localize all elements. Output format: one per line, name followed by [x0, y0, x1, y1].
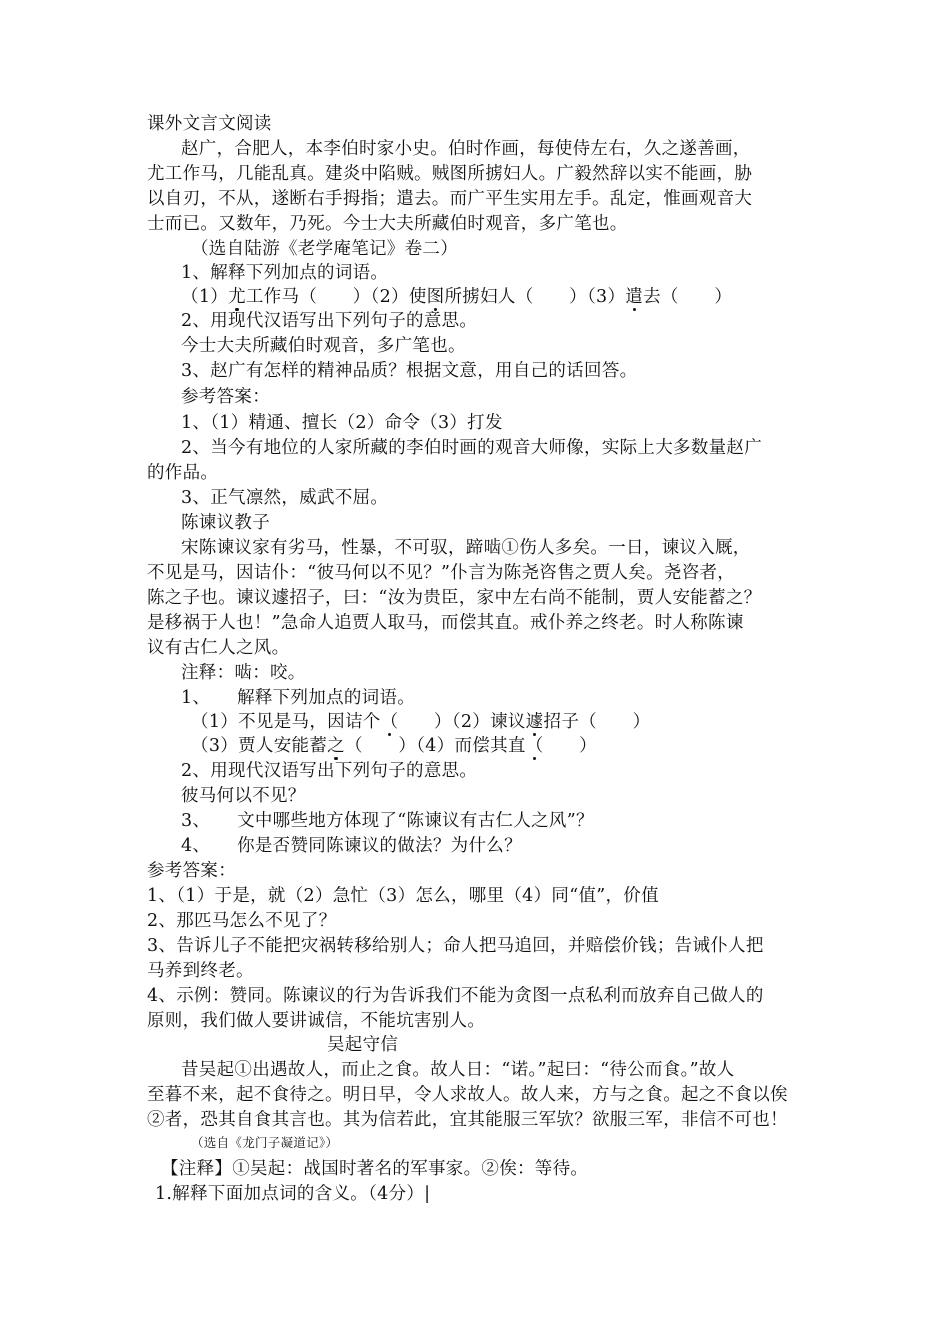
emphasis-char: （ [525, 736, 544, 756]
emphasis-char: 图 [426, 287, 445, 307]
text-line: 议有古仁人之风。 [147, 638, 290, 658]
text-line: 注释：啮：咬。 [181, 663, 306, 683]
text-line: 陈谏议教子 [181, 513, 270, 533]
emphasis-char: （ [380, 712, 399, 732]
text-line: 的作品。 [147, 463, 219, 483]
text-line: 吴起守信 [327, 1035, 399, 1055]
text-line: 1、（1）于是，就（2）急忙（3）怎么，哪里（4）同“值”，价值 [147, 886, 659, 906]
text-line: 课外文言文阅读 [147, 114, 272, 134]
text-line: 1、 解释下列加点的词语。 [181, 688, 416, 708]
text-line: 2、那匹马怎么不见了？ [147, 911, 337, 931]
emphasis-char: 遣 [625, 287, 644, 307]
text-line: 4、 你是否赞同陈谏议的做法？为什么？ [181, 836, 522, 856]
text-line: （1）不见是马，因诘个（ ）（2）谏议遽招子（ ） [191, 712, 651, 732]
text-line: 原则，我们做人要讲诚信，不能坑害别人。 [147, 1011, 486, 1031]
text-line: 3、告诉儿子不能把灾祸转移给别人；命人把马追回，并赔偿价钱；告诫仆人把 [147, 936, 764, 956]
emphasis-char: 尤 [228, 287, 246, 307]
text-line: 不见是马，因诘仆：“彼马何以不见？”仆言为陈尧咨售之贾人矣。尧咨者， [147, 563, 736, 583]
text-line: 是移祸于人也！”急命人追贾人取马，而偿其直。戒仆养之终老。时人称陈谏 [147, 613, 744, 633]
emphasis-char: 之 [327, 736, 345, 756]
text-line: 至暮不来，起不食待之。明日早，令人求故人。故人来，方与之食。起之不食以俟 [147, 1085, 788, 1105]
text-line: 3、 文中哪些地方体现了“陈谏议有古仁人之风”？ [181, 811, 594, 831]
text-line: 1.解释下面加点词的含义。（4分）| [155, 1184, 431, 1204]
text-line: 马养到终老。 [147, 961, 254, 981]
emphasis-char: 遽 [525, 712, 544, 732]
text-line: （选自陆游《老学庵笔记》卷二） [191, 239, 458, 259]
text-line: 参考答案： [181, 387, 270, 407]
text-line: 士而已。又数年，乃死。今士大夫所藏伯时观音，多广笔也。 [147, 214, 628, 234]
text-line: 1、解释下列加点的词语。 [181, 263, 389, 283]
text-line: 陈之子也。谏议遽招子，曰：“汝为贵臣，家中左右尚不能制，贾人安能蓄之？ [147, 588, 762, 608]
text-line: 3、正气凛然，威武不屈。 [181, 488, 389, 508]
text-line: 2、用现代汉语写出下列句子的意思。 [181, 761, 478, 781]
text-line: 1、（1）精通、擅长（2）命令（3）打发 [181, 413, 503, 433]
text-line: 4、示例：赞同。陈谏议的行为告诉我们不能为贪图一点私利而放弃自己做人的 [147, 986, 764, 1006]
text-line: 【注释】①吴起：战国时著名的军事家。②俟：等待。 [161, 1159, 589, 1179]
text-line: 宋陈谏议家有劣马，性暴，不可驭，蹄啮①伤人多矣。一日，谏议入厩， [181, 538, 751, 558]
text-line: 今士大夫所藏伯时观音，多广笔也。 [181, 336, 466, 356]
text-line: 以自刃，不从，遂断右手拇指；遣去。而广平生实用左手。乱定，惟画观音大 [147, 189, 753, 209]
text-line: （1）尤工作马（ ）（2）使图所掳妇人（ ）（3）遣去（ ） [181, 287, 733, 307]
text-line: ②者，恐其自食其言也。其为信若此，宜其能服三军欤？欲服三军，非信不可也！ [147, 1110, 788, 1130]
text-line: （3）贾人安能蓄之（ ）（4）而偿其直（ ） [191, 736, 597, 756]
text-line: 2、用现代汉语写出下列句子的意思。 [181, 311, 478, 331]
text-line: 参考答案： [147, 861, 236, 881]
text-line: 彼马何以不见？ [181, 786, 306, 806]
text-line: 尤工作马，几能乱真。建炎中陷贼。贼图所掳妇人。广毅然辞以实不能画，胁 [147, 164, 753, 184]
text-line: 赵广，合肥人，本李伯时家小史。伯时作画，每使侍左右，久之遂善画， [181, 139, 751, 159]
text-line: 3、赵广有怎样的精神品质？根据文意，用自己的话回答。 [181, 361, 638, 381]
text-line: （选自《龙门子凝道记》） [191, 1135, 339, 1150]
text-line: 昔吴起①出遇故人，而止之食。故人日：“诺。”起曰：“待公而食。”故人 [181, 1060, 735, 1080]
text-line: 2、当今有地位的人家所藏的李伯时画的观音大师像，实际上大多数量赵广 [181, 438, 763, 458]
